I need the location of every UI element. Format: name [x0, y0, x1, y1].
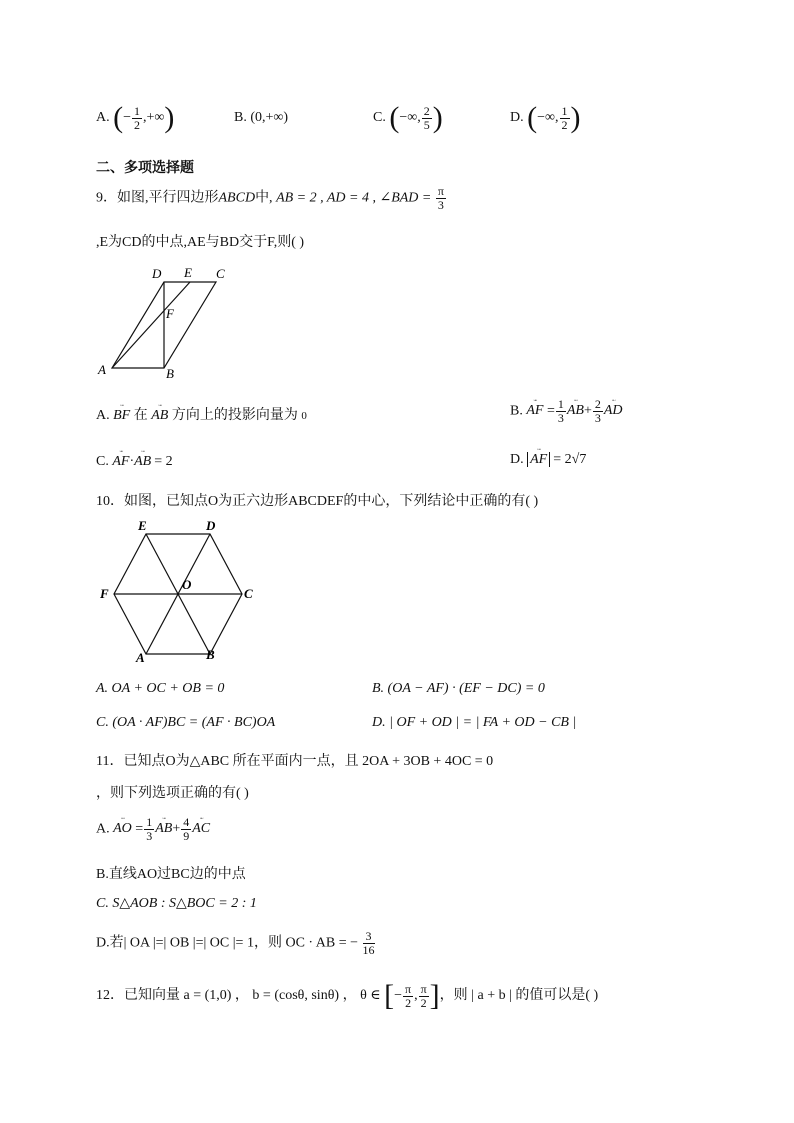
segment-ae	[112, 282, 190, 368]
label-d: D	[152, 266, 162, 281]
label-f: F	[166, 306, 174, 321]
section-title: 二、多项选择题	[96, 159, 194, 175]
q11-option-b: B.直线AO过BC边的中点	[96, 867, 246, 882]
q8-a-fraction: $\frac{1}{2}$	[134, 103, 141, 132]
label-e: E	[184, 265, 192, 280]
label-e: E	[138, 518, 147, 533]
q8-option-b: B. (0,+∞)	[234, 110, 289, 125]
q9-option-c: C. ᵕᵕ AF· ᵕᵕ AB = 2	[96, 447, 173, 469]
q8-option-d: D. (−∞, $\frac{1}{2}$ )	[510, 101, 581, 134]
q10-option-d: D. | OF + OD | = | FA + OD − CB |	[372, 715, 577, 730]
q11-option-c: C. S△AOB : S△BOC = 2 : 1	[96, 896, 257, 911]
label-a: A	[136, 650, 145, 665]
q10-hexagon-figure	[94, 516, 264, 666]
q8-option-a: A. (− $\frac{1}{2}$ ,+∞)	[96, 101, 175, 134]
q9-option-a: A. ᵕᵕ BF 在 ᵕᵕ AB 方向上的投影向量为 0	[96, 401, 307, 423]
q11-stem-line2: ，则下列选项正确的有( )	[96, 786, 249, 801]
q10-stem: 10．如图，已知点O为正六边形ABCDEF的中心，下列结论中正确的有( )	[96, 494, 539, 509]
q11-option-d: D.若| OA |=| OB |=| OC |= 1，则 OC · AB = − $\frac{3}{16}$	[96, 929, 375, 957]
label-b: B	[206, 647, 215, 662]
q9-stem-line2: ,E为CD的中点,AE与BD交于F,则( )	[96, 235, 305, 250]
q9-stem: 9．如图,平行四边形ABCD中, AB = 2 , AD = 4 , ∠BAD = $\frac{\pi}{3}$	[96, 184, 444, 212]
label-o: O	[182, 577, 192, 592]
q10-option-a: A. OA + OC + OB = 0	[96, 681, 225, 696]
q9-option-d: D. ᵕᵕ AF = 2√7	[510, 445, 587, 467]
q11-stem: 11．已知点O为△ABC 所在平面内一点，且 2OA + 3OB + 4OC = 0	[96, 754, 494, 769]
q10-option-b: B. (OA − AF) · (EF − DC) = 0	[372, 681, 545, 696]
label-d: D	[206, 518, 216, 533]
q12-stem: 12．已知向量 a = (1,0) ， b = (cosθ, sinθ) ， θ ∈ [− $\frac{\pi}{2}$ , $\frac{\pi}{2}$ ]，则 | a + b | 的值可以是( )	[96, 979, 599, 1012]
label-c: C	[216, 266, 225, 281]
q11-option-a: A. ᵕᵕ AO = $\frac{1}{3}$ ᵕᵕ AB+ $\frac{4}{9}$ ᵕᵕ AC	[96, 814, 211, 843]
label-f: F	[100, 586, 109, 601]
label-a: A	[98, 362, 106, 377]
q9-parallelogram-figure	[94, 262, 244, 382]
q9-option-b: B. ᵕᵕ AF = $\frac{1}{3}$ ᵕᵕ AB+ $\frac{2}{3}$ ᵕᵕ AD	[510, 396, 623, 425]
label-c: C	[244, 586, 253, 601]
q10-option-c: C. (OA · AF)BC = (AF · BC)OA	[96, 715, 276, 730]
q8-option-c: C. (−∞, $\frac{2}{5}$ )	[373, 101, 443, 134]
label-b: B	[166, 366, 174, 381]
